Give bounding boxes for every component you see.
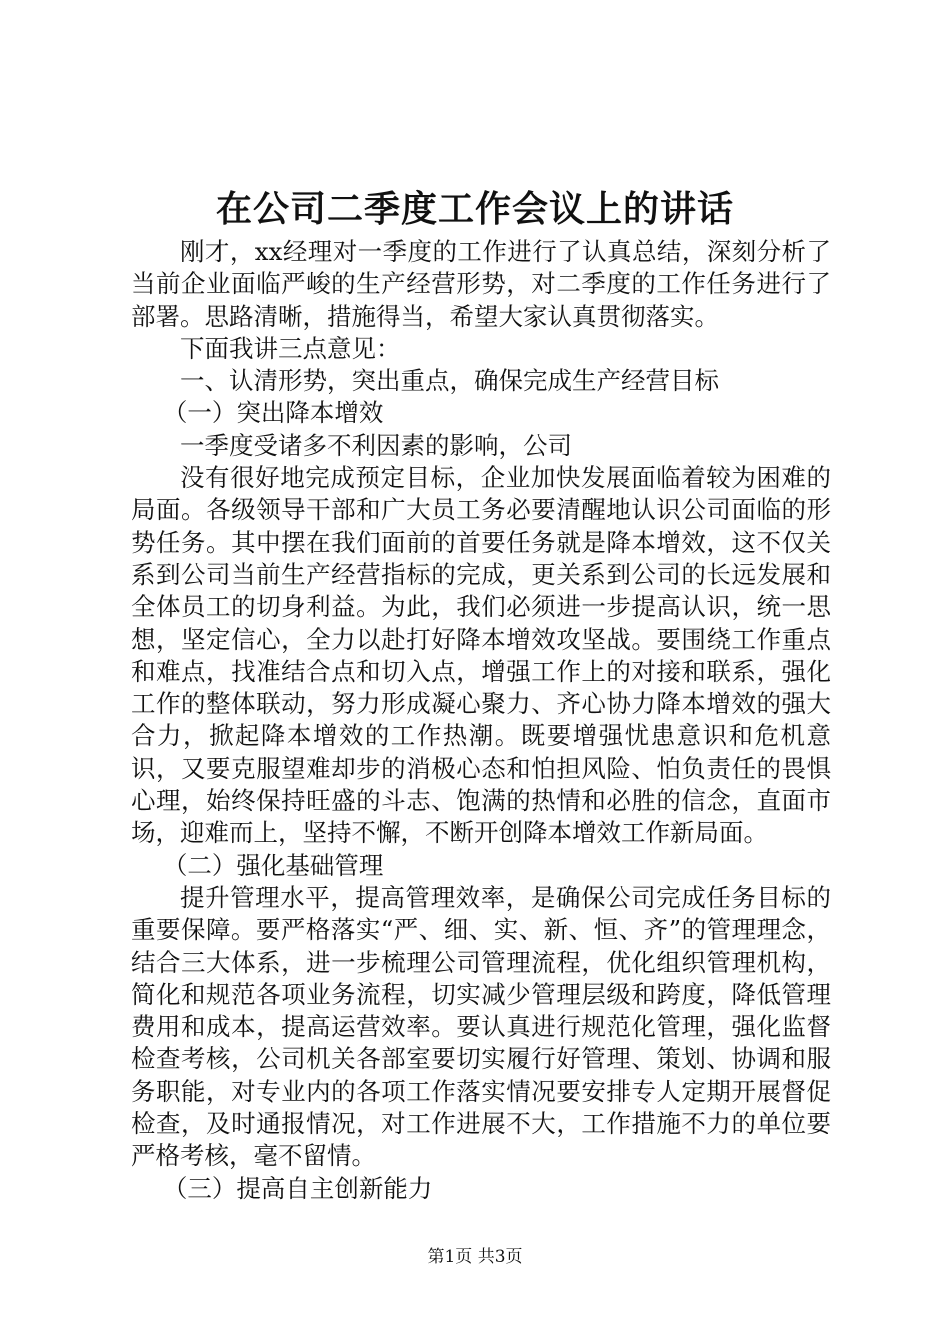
section-heading-1: 一、认清形势，突出重点，确保完成生产经营目标 [180, 366, 719, 396]
paragraph-opinions-lead: 下面我讲三点意见： [180, 333, 401, 363]
paragraph-basic-management: 提升管理水平，提高管理效率，是确保公司完成任务目标的重要保障。要严格落实“严、细、实、新、恒、齐”的管理理念，结合三大体系，进一步梳理公司管理流程，优化组织管理机构，简化和规范各项业务流程，切实减少管理层级和跨度，降低管理费用和成本，提高运营效率。要认真进行规范化管理，强化监督检查考核，公司机关各部室要切实履行好管理、策划、协调和服务职能，对专业内的各项工作落实情况要安排专人定期开展督促检查，及时通报情况，对工作进展不大，工作措施不力的单位要严格考核，毫不留情。 [131, 882, 831, 1171]
document-body [131, 236, 831, 1205]
page-footer: 第1页 共3页 [427, 1247, 523, 1267]
page-title: 在公司二季度工作会议上的讲话 [215, 188, 734, 230]
subsection-heading-1: （一）突出降本增效 [162, 398, 384, 428]
subsection-heading-2: （二）强化基础管理 [162, 850, 384, 880]
paragraph-intro: 刚才，xx经理对一季度的工作进行了认真总结，深刻分析了当前企业面临严峻的生产经营形势，对二季度的工作任务进行了部署。思路清晰，措施得当，希望大家认真贯彻落实。 [131, 237, 831, 331]
paragraph-q1-impact: 一季度受诸多不利因素的影响，公司 [180, 430, 572, 460]
subsection-heading-3: （三）提高自主创新能力 [162, 1173, 433, 1203]
paragraph-cost-reduction: 没有很好地完成预定目标，企业加快发展面临着较为困难的局面。各级领导干部和广大员工务必要清醒地认识公司面临的形势任务。其中摆在我们面前的首要任务就是降本增效，这不仅关系到公司当前生产经营指标的完成，更关系到公司的长远发展和全体员工的切身利益。为此，我们必须进一步提高认识，统一思想，坚定信心，全力以赴打好降本增效攻坚战。要围绕工作重点和难点，找准结合点和切入点，增强工作上的对接和联系，强化工作的整体联动，努力形成凝心聚力、齐心协力降本增效的强大合力，掀起降本增效的工作热潮。既要增强忧患意识和危机意识，又要克服望难却步的消极心态和怕担风险、怕负责任的畏惧心理，始终保持旺盛的斗志、饱满的热情和必胜的信念，直面市场，迎难而上，坚持不懈，不断开创降本增效工作新局面。 [131, 463, 831, 848]
